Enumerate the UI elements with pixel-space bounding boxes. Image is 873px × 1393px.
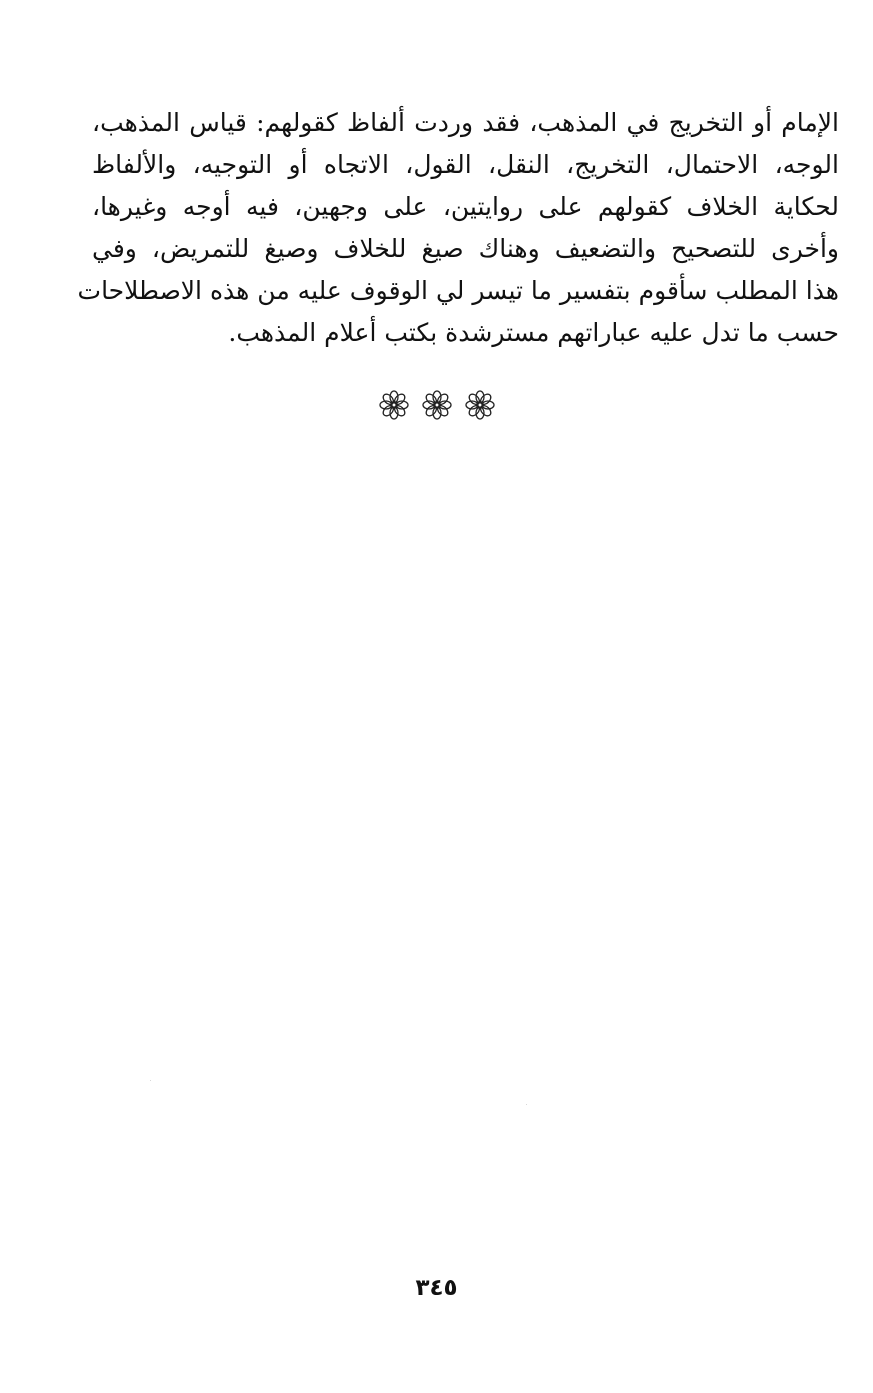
text-line: الإمام أو التخريج في المذهب، فقد وردت ألفاظ كقولهم: قياس المذهب، (92, 108, 839, 137)
scan-speck (526, 1104, 527, 1105)
text-line: هذا المطلب سأقوم بتفسير ما تيسر لي الوقوف عليه من هذه الاصطلاحات (77, 276, 839, 305)
flower-ornament-icon (378, 389, 410, 421)
scan-speck (150, 1080, 151, 1081)
text-line: حسب ما تدل عليه عباراتهم مسترشدة بكتب أعلام المذهب. (228, 318, 839, 347)
flower-ornament-icon (464, 389, 496, 421)
body-paragraph (77, 102, 839, 354)
text-line: الوجه، الاحتمال، التخريج، النقل، القول، الاتجاه أو التوجيه، والألفاظ (92, 150, 839, 179)
section-divider-ornaments (0, 389, 873, 429)
flower-ornament-icon (421, 389, 453, 421)
text-line: لحكاية الخلاف كقولهم على روايتين، على وجهين، فيه أوجه وغيرها، (92, 192, 839, 221)
page-number: ٣٤٥ (415, 1275, 458, 1301)
text-line: وأخرى للتصحيح والتضعيف وهناك صيغ للخلاف وصيغ للتمريض، وفي (92, 234, 839, 263)
